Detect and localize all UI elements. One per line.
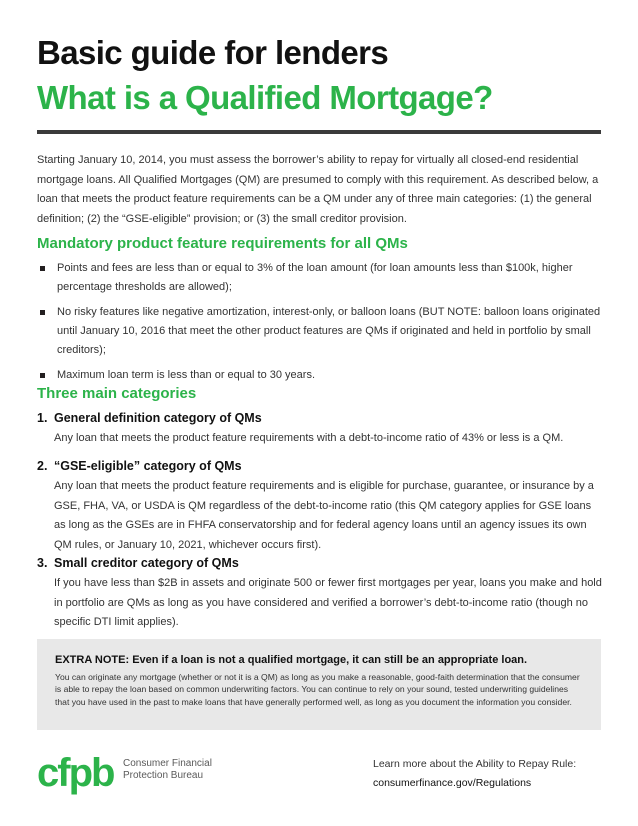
category-heading (37, 457, 603, 475)
cfpb-logo-mark: cfpb (37, 751, 114, 795)
requirements-heading: Mandatory product feature requirements for all QMs (37, 235, 408, 252)
logo-line-2: Protection Bureau (123, 770, 204, 781)
category-body: Any loan that meets the product feature requirements and is eligible for purchase, guarantee, or insurance by a GSE, FHA, VA, or USDA is QM regardless of the debt-to-income ratio (this QM category applies for GSE loans as long as the GSEs are in FHFA conservatorship and for federal agency loans until an agency issues its own QM rules, or January 10, 2021, whichever occurs first). (54, 480, 594, 551)
category-number: 1. (37, 411, 48, 425)
category-body: If you have less than $2B in assets and originate 500 or fewer first mortgages per year, loans you make and hold in portfolio are QMs as long as you have considered and verified a borrower’s debt-to-income ratio (though no specific DTI limit applies). (54, 577, 602, 628)
list-item (37, 366, 603, 385)
category-small-creditor (37, 554, 603, 633)
category-body: Any loan that meets the product feature requirements with a debt-to-income ratio of 43% or less is a QM. (54, 432, 564, 444)
list-item-text: No risky features like negative amortization, interest-only, or balloon loans (BUT NOTE: balloon loans originated until January 10, 2016 that meet the other product features are QMs if originated and held in portfolio by small creditors); (57, 306, 601, 356)
category-heading (37, 409, 603, 427)
logo-line-1: Consumer Financial (123, 758, 212, 769)
page-title: Basic guide for lenders (37, 34, 389, 71)
extra-note-box (37, 639, 601, 730)
bullet-icon (40, 266, 45, 271)
list-item-text: Points and fees are less than or equal to 3% of the loan amount (for loan amounts less than $100k, higher percentage thresholds are allowed); (57, 262, 573, 293)
bullet-icon (40, 310, 45, 315)
category-heading (37, 554, 603, 572)
cfpb-logo-text (123, 758, 212, 782)
category-title: “GSE-eligible” category of QMs (54, 459, 242, 473)
learn-more-text: Learn more about the Ability to Repay Rule: (373, 758, 577, 770)
title-divider (37, 130, 601, 134)
extra-note-heading: EXTRA NOTE: Even if a loan is not a qualified mortgage, it can still be an appropriate loan. (55, 654, 528, 666)
list-item-text: Maximum loan term is less than or equal to 30 years. (57, 369, 316, 381)
bullet-icon (40, 373, 45, 378)
learn-more-block (373, 755, 576, 793)
category-general-definition (37, 409, 603, 449)
cfpb-logo (37, 751, 237, 801)
categories-heading: Three main categories (37, 385, 197, 402)
intro-paragraph: Starting January 10, 2014, you must assess the borrower’s ability to repay for virtually all closed-end residential mortgage loans. All Qualified Mortgages (QM) are presumed to comply with this requirement. As described below, a loan that meets the product feature requirements can be a QM under any of three main categories: (1) the general definition; (2) the “GSE-eligible” provision; or (3) the small creditor provision. (37, 154, 599, 225)
regulations-link[interactable]: consumerfinance.gov/Regulations (373, 777, 532, 789)
page-subtitle: What is a Qualified Mortgage? (37, 79, 493, 116)
category-title: Small creditor category of QMs (54, 556, 239, 570)
requirements-list (37, 259, 603, 391)
list-item (37, 259, 603, 297)
category-gse-eligible (37, 457, 603, 555)
category-title: General definition category of QMs (54, 411, 262, 425)
category-number: 3. (37, 556, 48, 570)
extra-note-body: You can originate any mortgage (whether or not it is a QM) as long as you make a reasonable, good-faith determination that the consumer is able to repay the loan based on common underwriting factors. You can continue to rely on your sound, tested underwriting guidelines that you have used in the past to make loans that have generally performed well, as long as you document the information you consider. (55, 672, 580, 707)
list-item (37, 303, 603, 360)
category-number: 2. (37, 459, 48, 473)
